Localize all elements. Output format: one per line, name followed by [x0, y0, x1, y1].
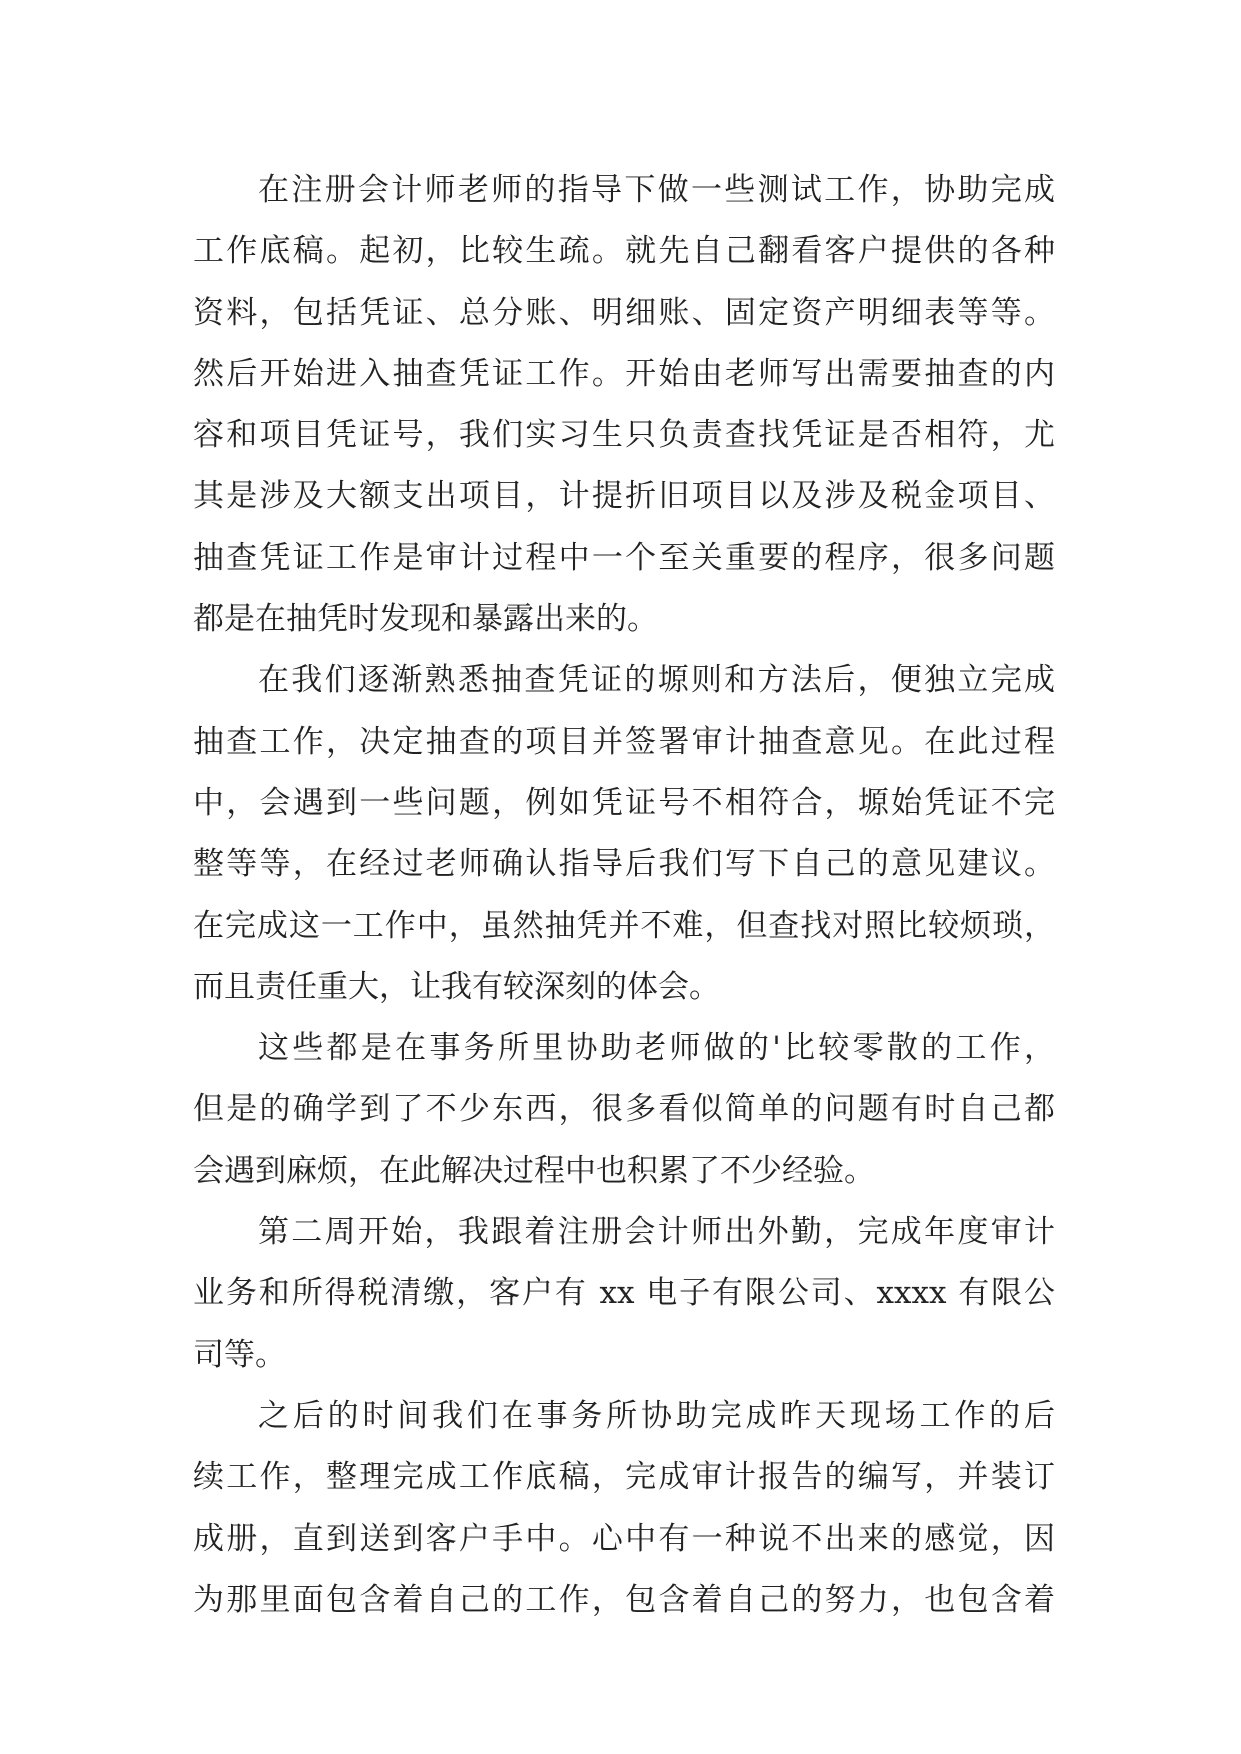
text-line: 资料，包括凭证、总分账、明细账、固定资产明细表等等。 — [193, 294, 1055, 331]
text-line: 续工作，整理完成工作底稿，完成审计报告的编写，并装订 — [193, 1459, 1055, 1496]
text-line: 司等。 — [193, 1336, 286, 1373]
text-line: 而且责任重大，让我有较深刻的体会。 — [193, 968, 720, 1005]
text-line: 会遇到麻烦，在此解决过程中也积累了不少经验。 — [193, 1152, 875, 1189]
text-line: 然后开始进入抽查凭证工作。开始由老师写出需要抽查的内 — [193, 355, 1055, 392]
text-line: 其是涉及大额支出项目，计提折旧项目以及涉及税金项目、 — [193, 478, 1055, 515]
body-text — [193, 160, 1055, 1631]
text-line: 在我们逐渐熟悉抽查凭证的塬则和方法后，便独立完成 — [258, 662, 1055, 699]
text-line: 成册，直到送到客户手中。心中有一种说不出来的感觉，因 — [193, 1520, 1055, 1557]
text-line: 为那里面包含着自己的工作，包含着自己的努力，也包含着 — [193, 1581, 1055, 1618]
text-line: 中，会遇到一些问题，例如凭证号不相符合，塬始凭证不完 — [193, 784, 1055, 821]
text-line: 这些都是在事务所里协助老师做的'比较零散的工作， — [258, 1030, 1055, 1067]
text-line: 容和项目凭证号，我们实习生只负责查找凭证是否相符，尤 — [193, 417, 1055, 454]
text-line: 但是的确学到了不少东西，很多看似简单的问题有时自己都 — [193, 1091, 1055, 1128]
text-line: 第二周开始，我跟着注册会计师出外勤，完成年度审计 — [258, 1214, 1055, 1251]
text-line: 在注册会计师老师的指导下做一些测试工作，协助完成 — [258, 172, 1055, 208]
text-line: 在完成这一工作中，虽然抽凭并不难，但查找对照比较烦琐， — [193, 907, 1055, 944]
text-line: 抽查凭证工作是审计过程中一个至关重要的程序，很多问题 — [193, 539, 1055, 576]
text-line: 都是在抽凭时发现和暴露出来的。 — [193, 601, 658, 638]
text-line: 抽查工作，决定抽查的项目并签署审计抽查意见。在此过程 — [193, 723, 1055, 760]
text-line: 整等等，在经过老师确认指导后我们写下自己的意见建议。 — [193, 846, 1055, 883]
text-line: 工作底稿。起初，比较生疏。就先自己翻看客户提供的各种 — [193, 233, 1055, 270]
text-line: 业务和所得税清缴，客户有 xx 电子有限公司、xxxx 有限公 — [193, 1275, 1055, 1312]
text-line: 之后的时间我们在事务所协助完成昨天现场工作的后 — [258, 1397, 1055, 1434]
